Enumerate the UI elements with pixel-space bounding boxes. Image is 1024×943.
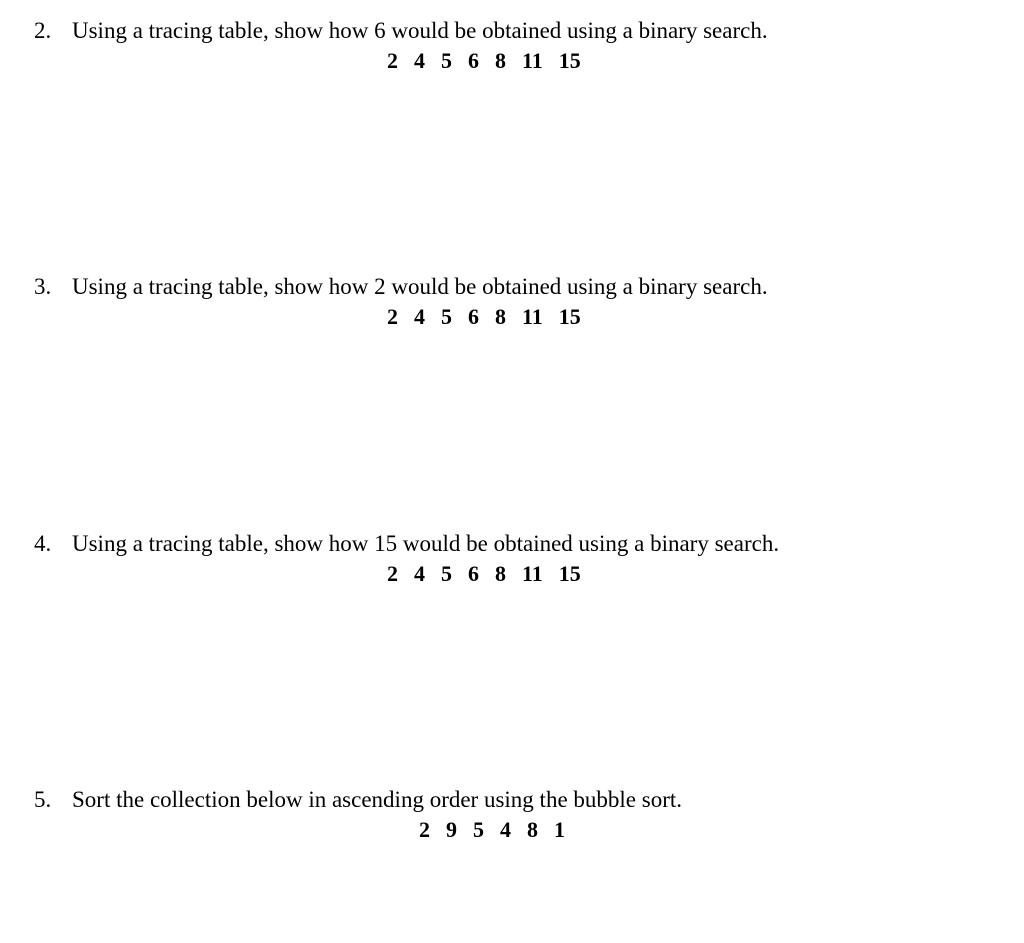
question-text: Sort the collection below in ascending order using the bubble sort. <box>72 787 683 812</box>
question-number: 5. <box>34 787 52 812</box>
list-value: 8 <box>495 561 506 586</box>
list-value: 5 <box>441 304 452 329</box>
question-5-number-list <box>419 817 565 843</box>
list-value: 11 <box>522 48 543 73</box>
list-value: 4 <box>500 817 511 842</box>
list-value: 1 <box>554 817 565 842</box>
list-value: 5 <box>441 48 452 73</box>
question-3-number-list <box>387 304 581 330</box>
list-value: 2 <box>419 817 430 842</box>
list-value: 15 <box>558 304 581 329</box>
list-value: 4 <box>414 561 425 586</box>
question-text: Using a tracing table, show how 15 would be obtained using a binary search. <box>72 531 780 556</box>
list-value: 2 <box>387 48 398 73</box>
list-value: 2 <box>387 304 398 329</box>
list-value: 15 <box>558 48 581 73</box>
list-value: 6 <box>468 48 479 73</box>
list-value: 9 <box>446 817 457 842</box>
list-value: 6 <box>468 304 479 329</box>
question-2-number-list <box>387 48 581 74</box>
list-value: 11 <box>522 561 543 586</box>
list-value: 5 <box>441 561 452 586</box>
list-value: 6 <box>468 561 479 586</box>
question-2-text-line <box>34 18 768 44</box>
question-4-text-line <box>34 531 779 557</box>
list-value: 8 <box>495 304 506 329</box>
list-value: 8 <box>527 817 538 842</box>
list-value: 8 <box>495 48 506 73</box>
list-value: 4 <box>414 48 425 73</box>
list-value: 5 <box>473 817 484 842</box>
question-number: 3. <box>34 274 52 299</box>
question-5-text-line <box>34 787 682 813</box>
question-4-number-list <box>387 561 581 587</box>
list-value: 4 <box>414 304 425 329</box>
list-value: 15 <box>558 561 581 586</box>
list-value: 11 <box>522 304 543 329</box>
question-text: Using a tracing table, show how 2 would be obtained using a binary search. <box>72 274 768 299</box>
list-value: 2 <box>387 561 398 586</box>
question-3-text-line <box>34 274 768 300</box>
question-number: 2. <box>34 18 52 43</box>
question-text: Using a tracing table, show how 6 would be obtained using a binary search. <box>72 18 768 43</box>
question-number: 4. <box>34 531 52 556</box>
